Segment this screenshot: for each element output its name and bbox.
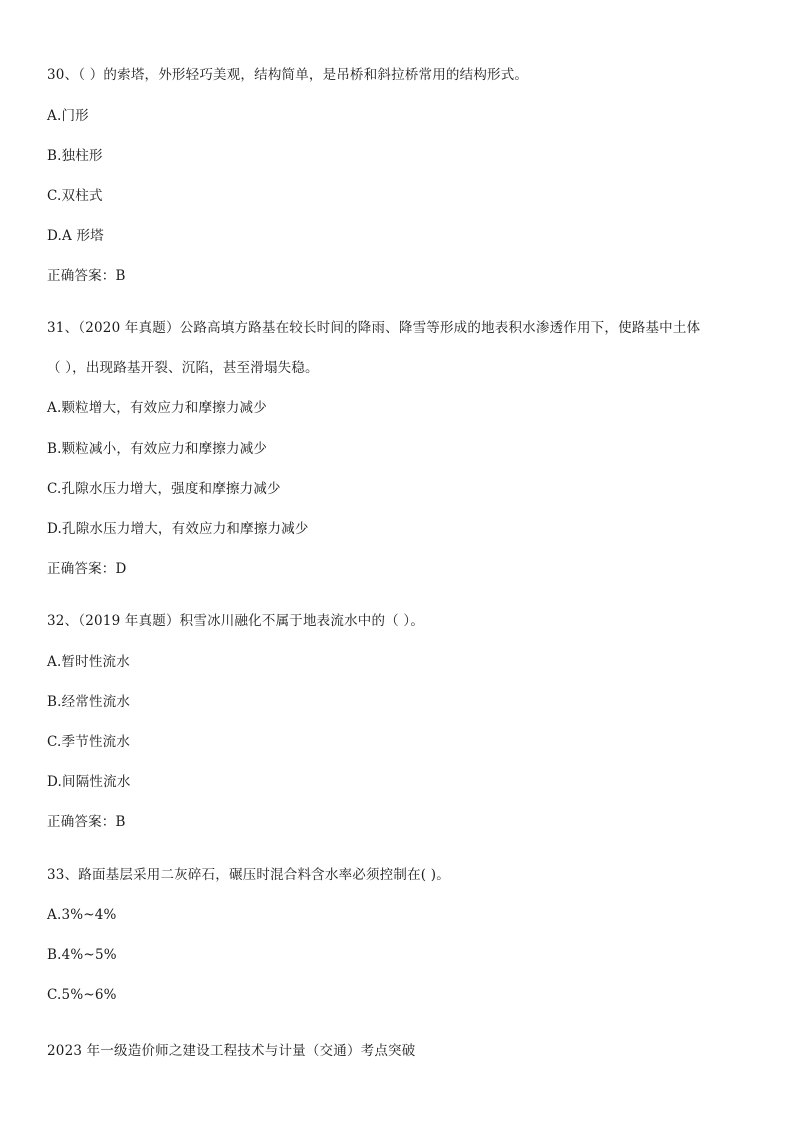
question-31-option-d: D.孔隙水压力增大，有效应力和摩擦力减少 [47, 521, 309, 537]
question-32-option-c: C.季节性流水 [47, 734, 131, 750]
question-31-stem-line1: 31、（2020 年真题）公路高填方路基在较长时间的降雨、降雪等形成的地表积水渗透作用下，使路基中土体 [47, 320, 701, 336]
question-30-option-b: B.独柱形 [47, 148, 103, 164]
question-30-option-a: A.门形 [47, 108, 89, 124]
question-30-stem: 30、（ ）的索塔，外形轻巧美观，结构简单，是吊桥和斜拉桥常用的结构形式。 [47, 67, 529, 83]
question-32-option-b: B.经常性流水 [47, 694, 131, 710]
question-31-option-b: B.颗粒减小，有效应力和摩擦力减少 [47, 441, 268, 457]
question-31-option-a: A.颗粒增大，有效应力和摩擦力减少 [47, 400, 267, 416]
question-32-option-d: D.间隔性流水 [47, 774, 131, 790]
question-33-option-b: B.4%~5% [47, 947, 117, 963]
question-32-option-a: A.暂时性流水 [47, 654, 130, 670]
question-33-option-a: A.3%~4% [47, 907, 117, 923]
page-footer: 2023 年一级造价师之建设工程技术与计量（交通）考点突破 [47, 1043, 416, 1059]
question-31-option-c: C.孔隙水压力增大，强度和摩擦力减少 [47, 481, 281, 497]
question-31-stem-line2: （ ），出现路基开裂、沉陷，甚至滑塌失稳。 [47, 360, 319, 376]
question-33-option-c: C.5%~6% [47, 987, 117, 1003]
question-32-answer: 正确答案：B [47, 814, 126, 830]
question-31-answer: 正确答案：D [47, 561, 127, 577]
question-30-option-d: D.A 形塔 [47, 228, 104, 244]
question-33-stem: 33、路面基层采用二灰碎石，碾压时混合料含水率必须控制在( )。 [47, 867, 450, 883]
question-32-stem: 32、（2019 年真题）积雪冰川融化不属于地表流水中的（ ）。 [47, 613, 425, 629]
question-30-answer: 正确答案：B [47, 268, 126, 284]
question-30-option-c: C.双柱式 [47, 188, 103, 204]
